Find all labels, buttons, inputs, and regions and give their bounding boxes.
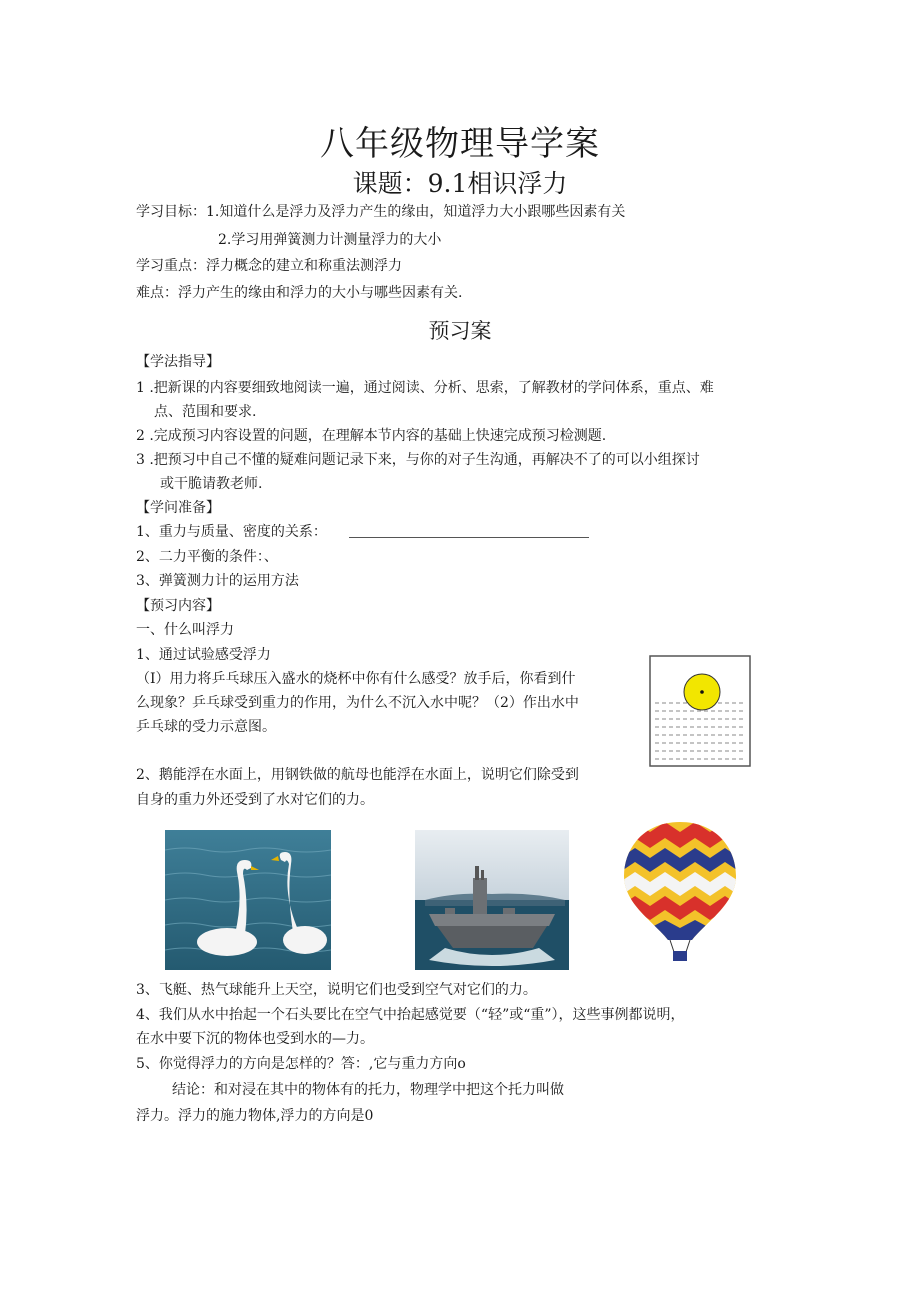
method-line-3a: 3 .把预习中自己不懂的疑难问题记录下来，与你的对子生沟通，再解决不了的可以小组探讨 — [136, 452, 700, 468]
objectives-label: 学习目标： — [136, 204, 206, 220]
doc-title: 八年级物理导学案 — [320, 124, 600, 164]
aircraft-carrier-photo — [415, 830, 569, 970]
prep-line-1: 1、重力与质量、密度的关系： — [136, 524, 327, 540]
ball-center-dot — [700, 690, 704, 694]
beaker-ball-figure — [649, 655, 751, 767]
method-line-1b: 点、范围和要求. — [154, 404, 257, 420]
hot-air-balloon-photo — [620, 818, 740, 966]
preview-p4b: 在水中要下沉的物体也受到水的—力。 — [136, 1031, 374, 1047]
prep-line-2: 2、二力平衡的条件：、 — [136, 549, 278, 565]
prep-heading: 【学问准备】 — [136, 500, 220, 516]
preview-heading: 【预习内容】 — [136, 598, 220, 614]
key-points: 学习重点：浮力概念的建立和称重法测浮力 — [136, 258, 402, 274]
objectives-line-1 — [136, 202, 625, 222]
method-line-3b: 或干脆请教老师. — [160, 476, 263, 492]
method-line-2: 2 .完成预习内容设置的问题，在理解本节内容的基础上快速完成预习检测题. — [136, 428, 607, 444]
answer-blank-line — [349, 537, 589, 538]
preview-p2b: 自身的重力外还受到了水对它们的力。 — [136, 792, 374, 808]
method-heading: 【学法指导】 — [136, 354, 220, 370]
preview-p2a: 2、鹅能浮在水面上，用钢铁做的航母也能浮在水面上，说明它们除受到 — [136, 767, 579, 783]
preview-p1b: 么现象？乒乓球受到重力的作用，为什么不沉入水中呢？（2）作出水中 — [136, 695, 579, 711]
preview-p1a: （I）用力将乒乓球压入盛水的烧杯中你有什么感受？放手后，你看到什 — [136, 671, 576, 687]
difficulty: 难点：浮力产生的缘由和浮力的大小与哪些因素有关. — [136, 285, 463, 301]
prep-line-3: 3、弹簧测力计的运用方法 — [136, 573, 299, 589]
preview-p3: 3、飞艇、热气球能升上天空，说明它们也受到空气对它们的力。 — [136, 982, 537, 998]
preview-s1: 1、通过试验感受浮力 — [136, 647, 271, 663]
method-line-1a: 1 .把新课的内容要细致地阅读一遍，通过阅读、分析、思索，了解教材的学问体系，重点、难 — [136, 380, 714, 396]
conclusion-line-2: 浮力。浮力的施力物体,浮力的方向是0 — [136, 1108, 374, 1124]
swans-photo — [165, 830, 331, 970]
preview-p4a: 4、我们从水中抬起一个石头要比在空气中抬起感觉要（“轻”或“重”），这些事例都说明， — [136, 1007, 685, 1023]
balloon-envelope — [620, 818, 740, 948]
lesson-subtitle: 课题：9.1相识浮力 — [352, 169, 568, 198]
objective-2: 2.学习用弹簧测力计测量浮力的大小 — [218, 232, 442, 248]
preview-sub-1: 一、什么叫浮力 — [136, 622, 234, 638]
preview-p5: 5、你觉得浮力的方向是怎样的？答：,它与重力方向o — [136, 1056, 466, 1072]
balloon-basket — [673, 951, 687, 961]
objective-1: 1.知道什么是浮力及浮力产生的缘由，知道浮力大小跟哪些因素有关 — [206, 204, 626, 220]
preview-p1c: 乒乓球的受力示意图。 — [136, 719, 276, 735]
section-title: 预习案 — [428, 319, 492, 343]
conclusion-line-1: 结论：和对浸在其中的物体有的托力，物理学中把这个托力叫做 — [172, 1082, 564, 1098]
